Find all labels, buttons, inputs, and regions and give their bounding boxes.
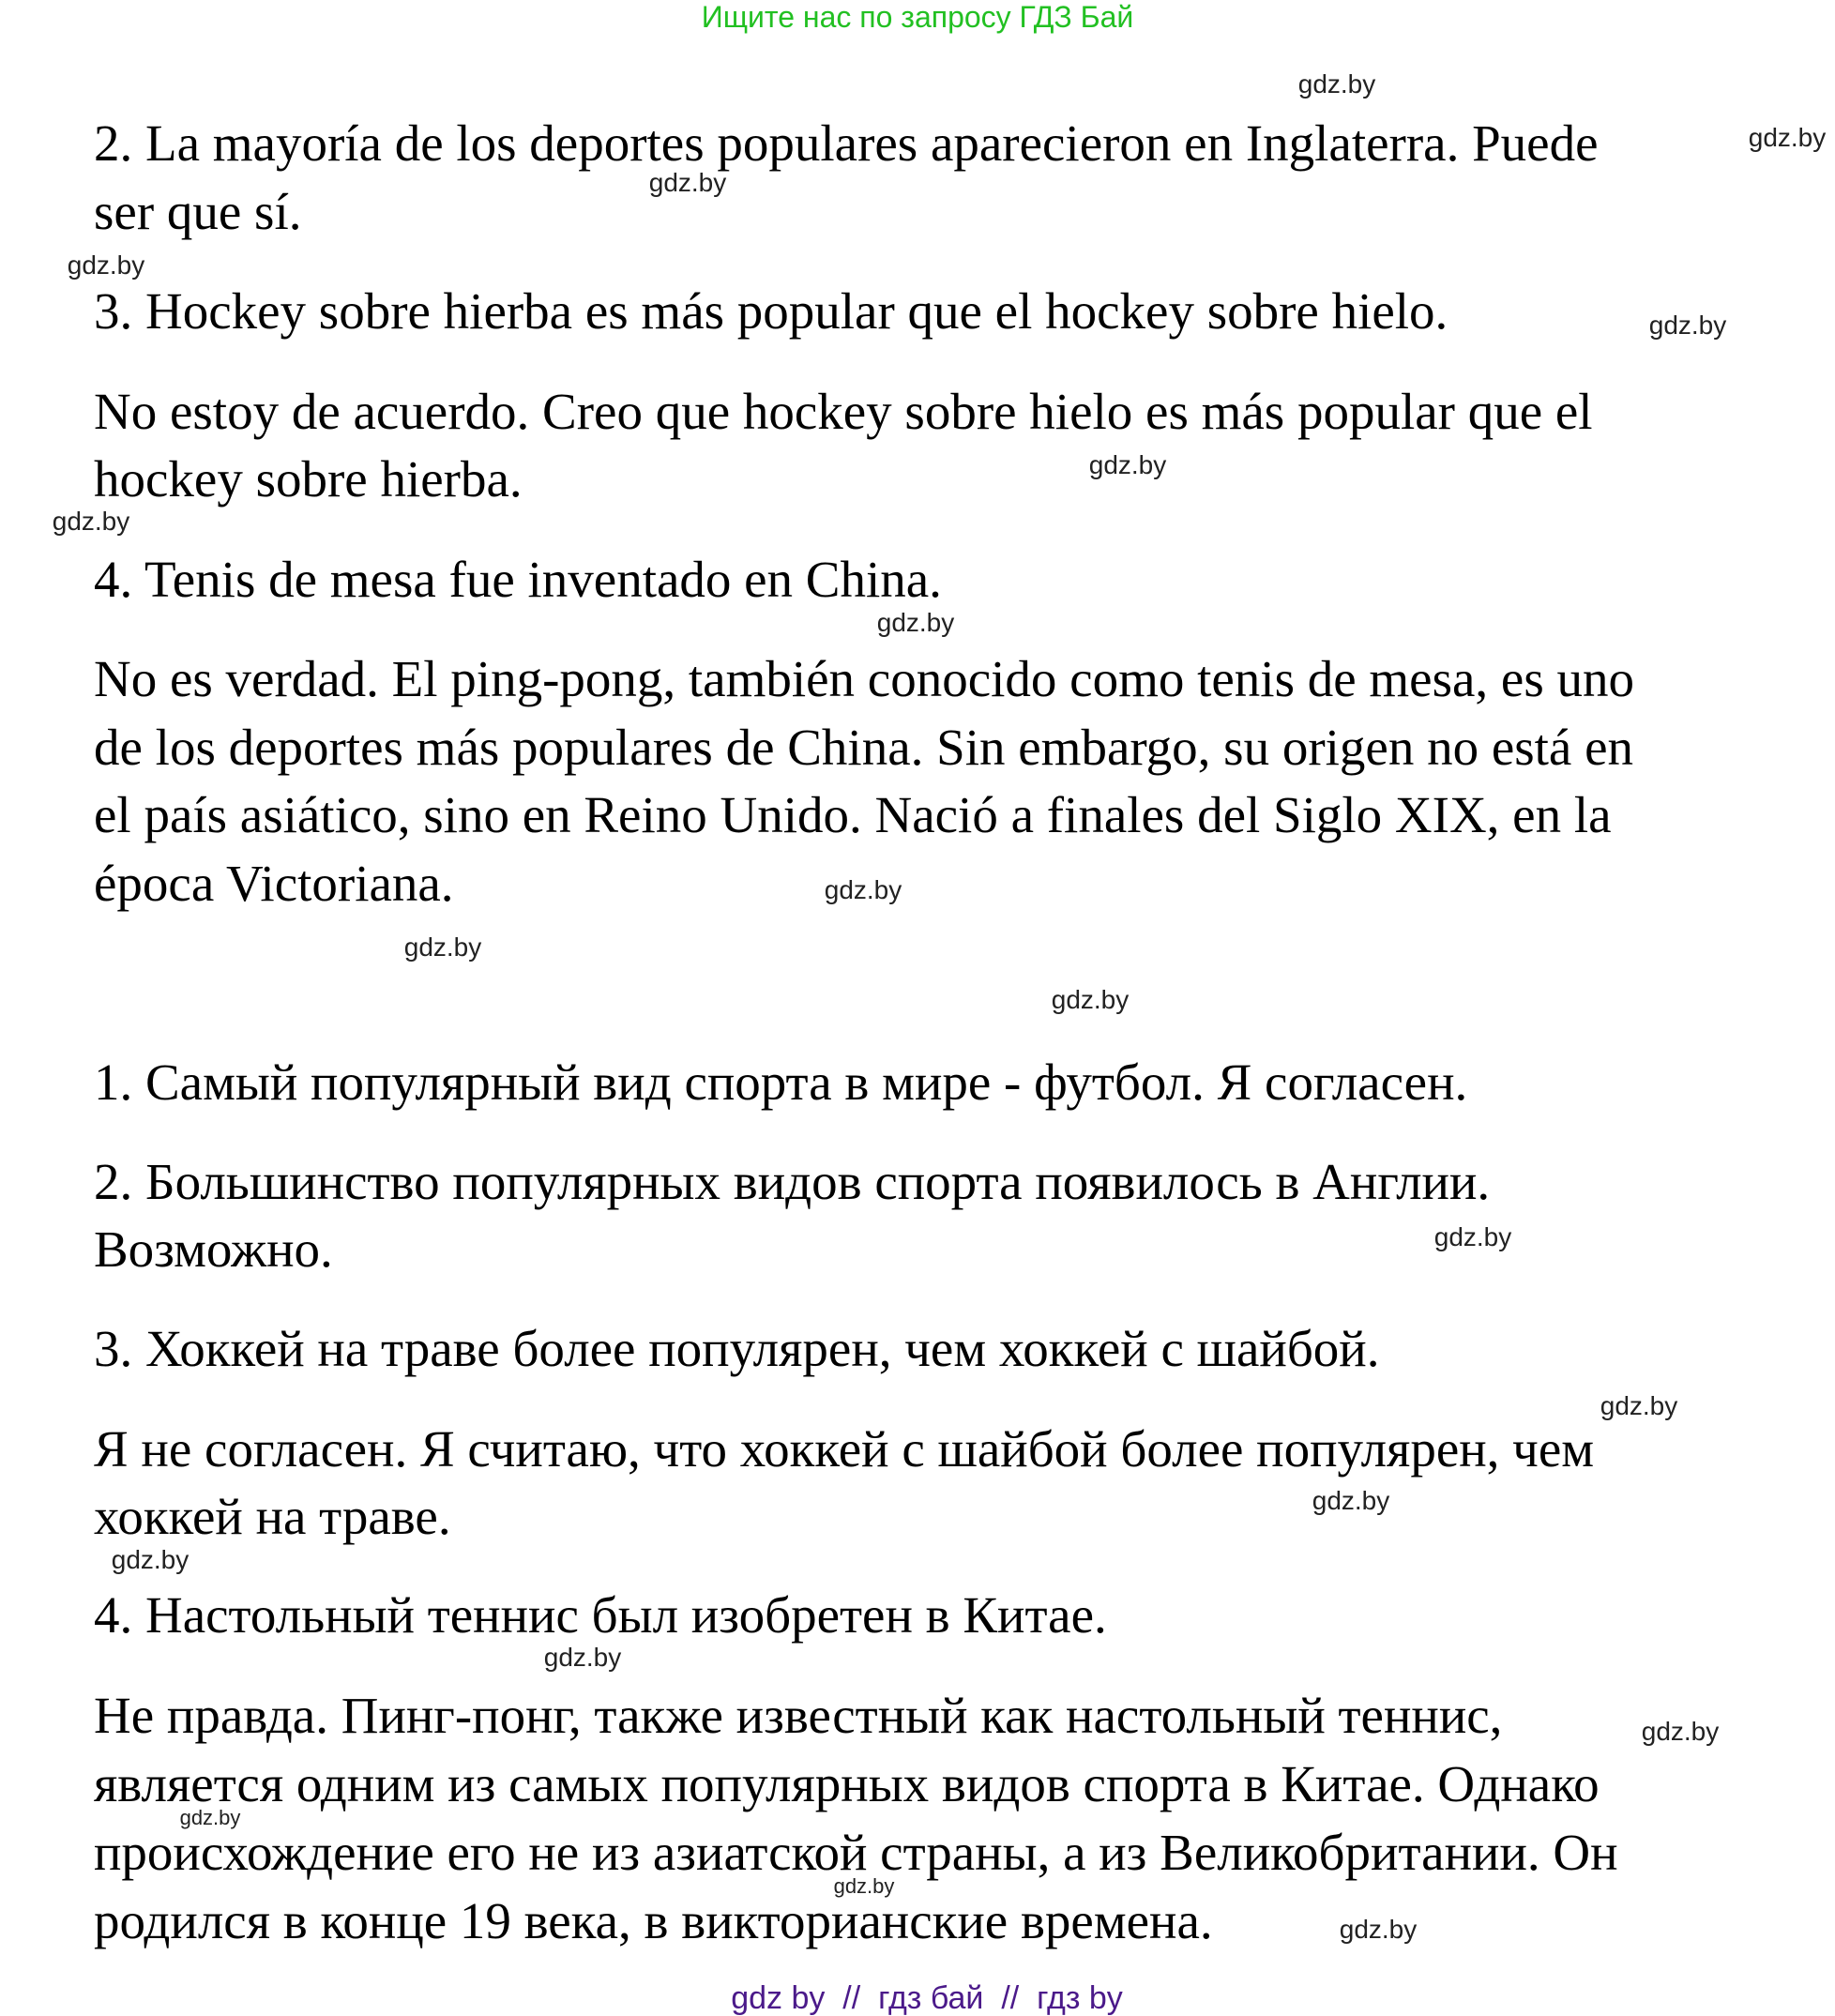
watermark: gdz.by <box>1648 311 1727 340</box>
text-line: родился в конце 19 века, в викторианские времена. <box>94 1892 1213 1949</box>
text-line: Возможно. <box>94 1220 333 1278</box>
search-hint-header: Ищите нас по запросу ГДЗ Бай <box>701 0 1134 34</box>
watermark: gdz.by <box>1051 985 1130 1014</box>
text-line: 4. Настольный теннис был изобретен в Китае. <box>94 1586 1107 1644</box>
text-line: 2. Большинство популярных видов спорта появилось в Англии. <box>94 1153 1491 1210</box>
watermark: gdz.by <box>1297 69 1376 99</box>
text-line: hockey sobre hierba. <box>94 450 523 508</box>
watermark: gdz.by <box>833 1874 895 1898</box>
watermark: gdz.by <box>543 1643 622 1672</box>
text-line: No estoy de acuerdo. Creo que hockey sobre hielo es más popular que el <box>94 383 1593 440</box>
text-line: de los deportes más populares de China. Sin embargo, su origen no está en <box>94 719 1634 776</box>
watermark: gdz.by <box>52 507 130 536</box>
text-line: el país asiático, sino en Reino Unido. Nació a finales del Siglo XIX, en la <box>94 786 1612 843</box>
text-line: ser que sí. <box>94 183 302 240</box>
text-line: 3. Хоккей на траве более популярен, чем хоккей с шайбой. <box>94 1320 1380 1377</box>
watermark: gdz.by <box>1433 1222 1512 1251</box>
watermark: gdz.by <box>1600 1391 1678 1420</box>
text-line: época Victoriana. <box>94 855 454 912</box>
watermark: gdz.by <box>179 1806 241 1829</box>
watermark: gdz.by <box>1088 450 1167 479</box>
text-line: является одним из самых популярных видов спорта в Китае. Однако <box>94 1755 1600 1812</box>
watermark: gdz.by <box>824 875 902 904</box>
text-line: 1. Самый популярный вид спорта в мире - футбол. Я согласен. <box>94 1053 1468 1111</box>
watermark: gdz.by <box>1339 1915 1418 1944</box>
watermark: gdz.by <box>67 250 145 280</box>
watermark: gdz.by <box>1748 123 1827 152</box>
watermark: gdz.by <box>111 1545 190 1574</box>
text-line: Не правда. Пинг-понг, также известный как настольный теннис, <box>94 1687 1503 1744</box>
text-line: Я не согласен. Я считаю, что хоккей с шайбой более популярен, чем <box>94 1420 1595 1478</box>
text-line: 2. La mayoría de los deportes populares aparecieron en Inglaterra. Puede <box>94 114 1599 172</box>
watermark: gdz.by <box>1641 1717 1720 1746</box>
text-line: происхождение его не из азиатской страны, а из Великобритании. Он <box>94 1824 1618 1881</box>
text-line: хоккей на траве. <box>94 1488 451 1545</box>
text-line: 4. Tenis de mesa fue inventado en China. <box>94 551 942 608</box>
text-line: 3. Hockey sobre hierba es más popular que el hockey sobre hielo. <box>94 282 1448 340</box>
watermark: gdz.by <box>1312 1486 1390 1515</box>
watermark: gdz.by <box>876 608 955 637</box>
watermark: gdz.by <box>403 932 482 962</box>
watermark: gdz.by <box>648 168 727 197</box>
footer-links: gdz by // гдз бай // гдз by <box>731 1980 1123 2016</box>
text-line: No es verdad. El ping-pong, también conocido como tenis de mesa, es uno <box>94 650 1634 707</box>
